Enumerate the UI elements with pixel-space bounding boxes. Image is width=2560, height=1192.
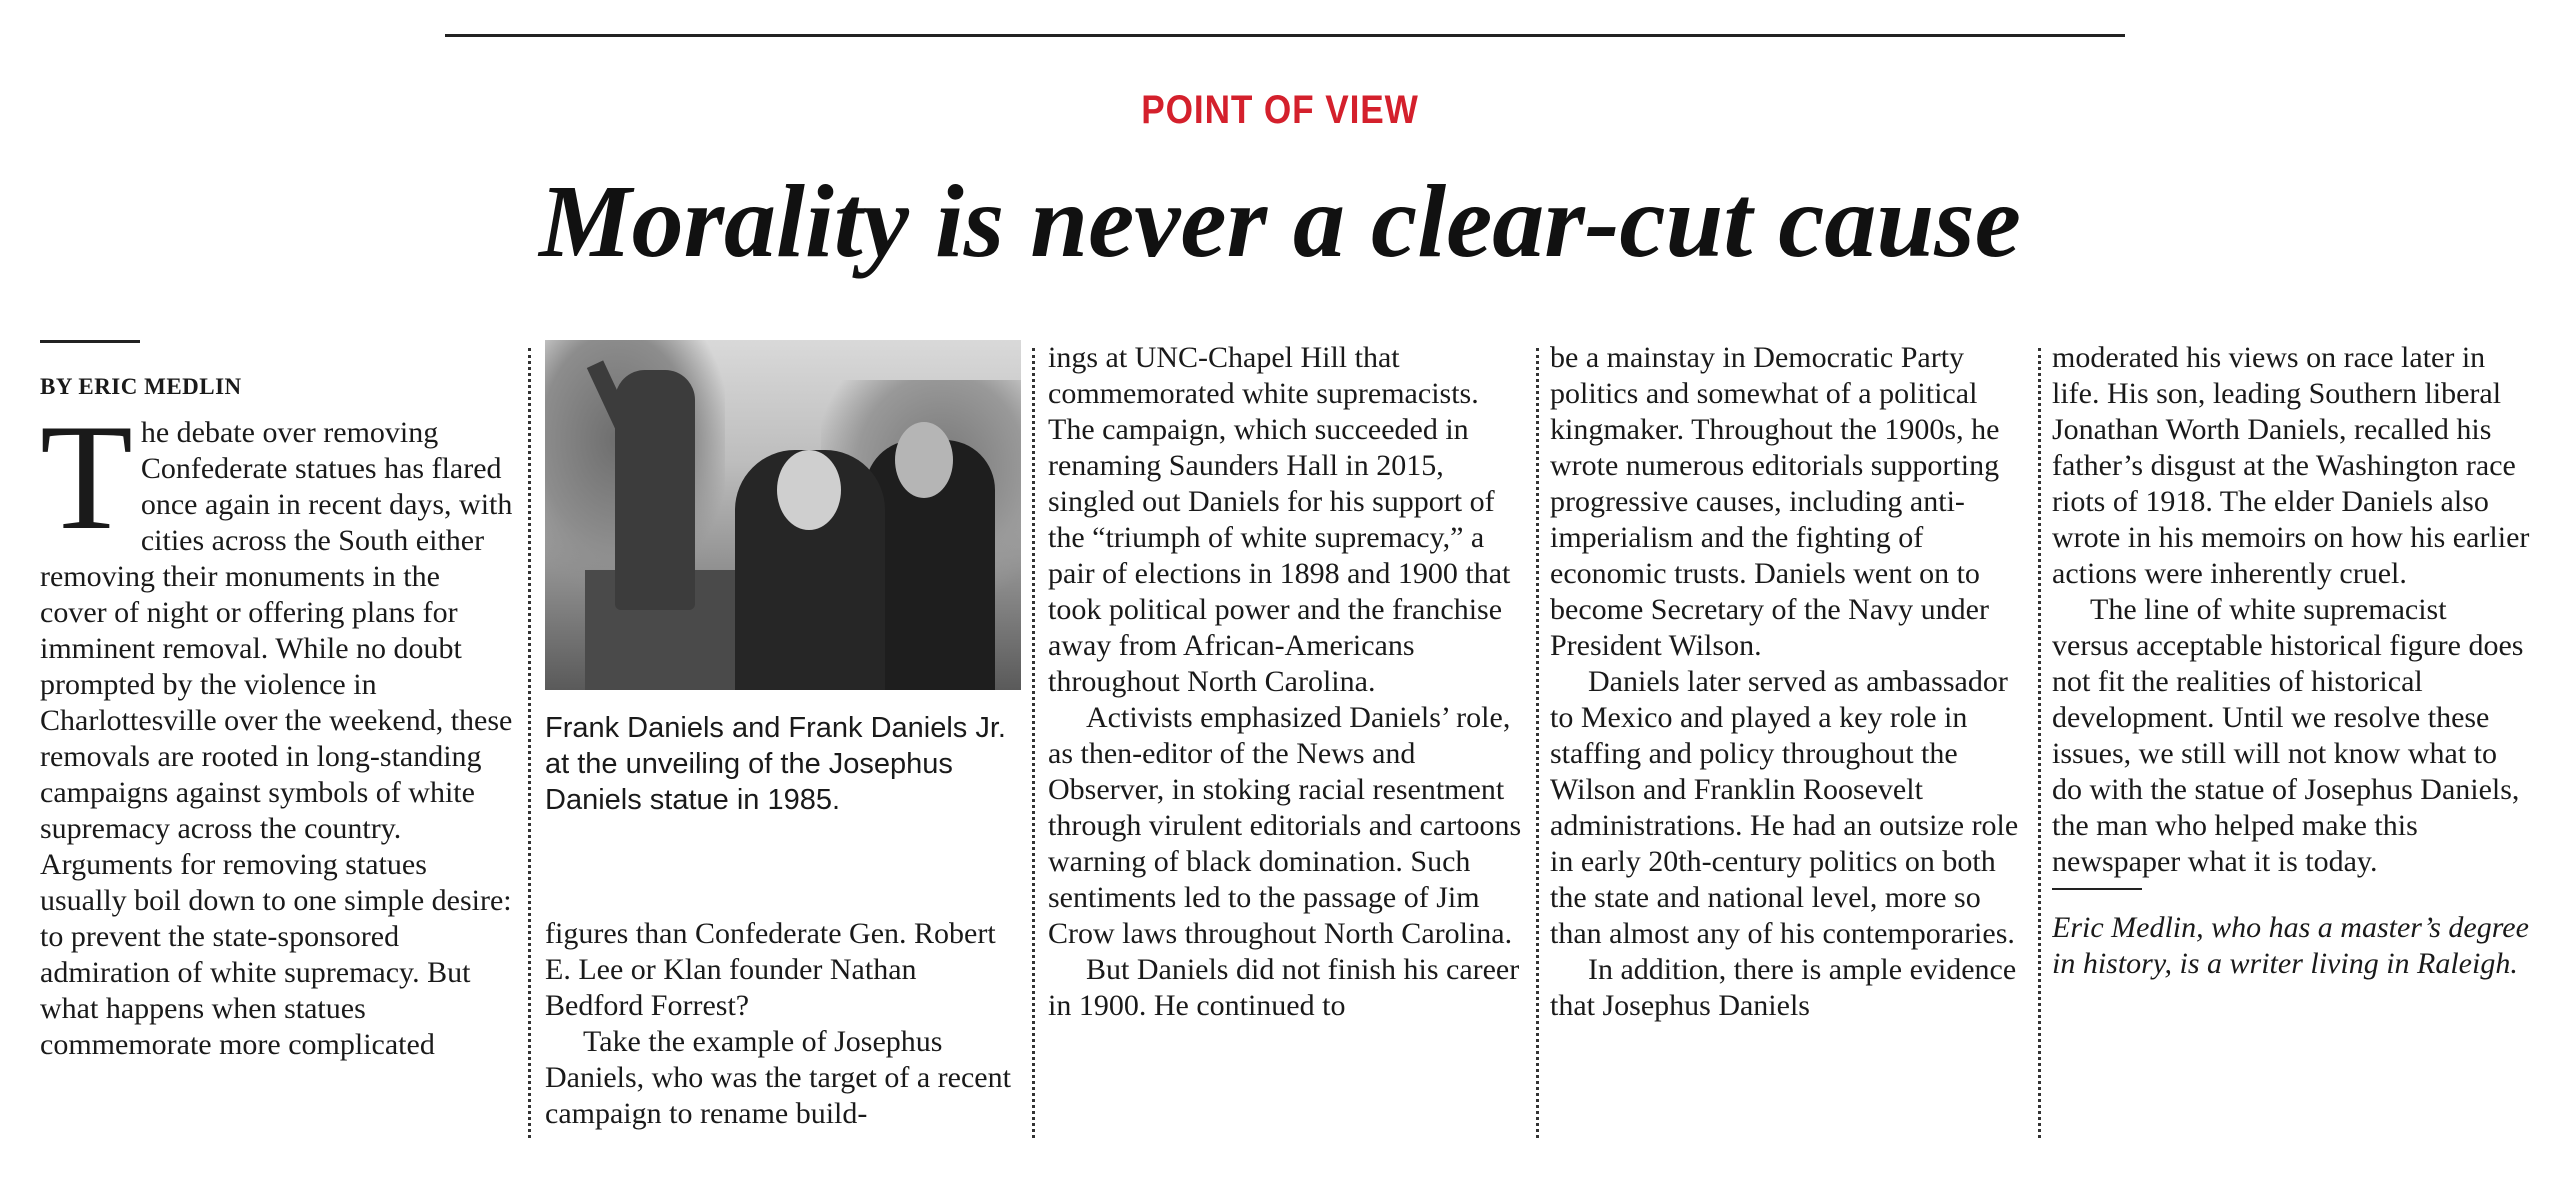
photo-person-head — [895, 422, 953, 498]
body-paragraph: figures than Confederate Gen. Robert E. Lee or Klan founder Nathan Bedford Forrest? — [545, 917, 996, 1022]
body-paragraph: ings at UNC-Chapel Hill that commemorated white supremacists. The campaign, which succeeded in renaming Saunders Hall in 2015, singled out Daniels for his support of the “triumph of white supremacy,” a pair of elections in 1898 and 1900 that took political power and the franchise away from African-Americans throughout North Carolina. — [1048, 341, 1511, 698]
column-gap — [545, 818, 1021, 916]
byline: BY ERIC MEDLIN — [40, 374, 242, 399]
photo-person-head — [777, 450, 841, 530]
body-paragraph: moderated his views on race later in life. His son, leading Southern liberal Jonathan Worth Daniels, recalled his father’s disgust at the Washington race riots of 1918. The elder Daniels also wrote in his memoirs on how his earlier actions were inherently cruel. — [2052, 341, 2530, 590]
photo-caption: Frank Daniels and Frank Daniels Jr. at the unveiling of the Josephus Daniels statue in 1985. — [545, 712, 1006, 816]
column-separator — [528, 348, 531, 1138]
lead-paragraph — [40, 393, 514, 1063]
body-paragraph: Take the example of Josephus Daniels, who was the target of a recent campaign to rename build- — [545, 1025, 1011, 1130]
column-2 — [545, 340, 1021, 1140]
column-separator — [1032, 348, 1035, 1138]
lead-paragraph-text: he debate over removing Confederate statues has flared once again in recent days, with cities across the South either removing their monuments in the cover of night or offering plans for imminent removal. While no doubt prompted by the violence in Charlottesville over the weekend, these removals are rooted in long-standing campaigns against symbols of white supremacy across the country. Arguments for removing statues usually boil down to one simple desire: to prevent the state-sponsored admiration of white supremacy. But what happens when statues commemorate more complicated — [40, 416, 513, 1061]
section-kicker: POINT OF VIEW — [1141, 88, 1419, 132]
drop-cap: T — [40, 393, 133, 561]
author-bio: Eric Medlin, who has a master’s degree in history, is a writer living in Raleigh. — [2052, 911, 2529, 980]
photo-statue — [615, 370, 695, 610]
column-separator — [1536, 348, 1539, 1138]
bio-rule — [2052, 888, 2142, 890]
body-paragraph: be a mainstay in Democratic Party politics and somewhat of a political kingmaker. Throughout the 1900s, he wrote numerous editorials supporting progressive causes, including anti-imperialism and the fighting of economic trusts. Daniels went on to become Secretary of the Navy under President Wilson. — [1550, 341, 2000, 662]
column-3 — [1048, 340, 1526, 1140]
body-paragraph: Activists emphasized Daniels’ role, as then-editor of the News and Observer, in stoking racial resentment through virulent editorials and cartoons warning of black domination. Such sentiments led to the passage of Jim Crow laws throughout North Carolina. — [1048, 701, 1522, 950]
body-paragraph: Daniels later served as ambassador to Mexico and played a key role in staffing and policy throughout the Wilson and Franklin Roosevelt administrations. He had an outsize role in early 20th-century politics on both the state and national level, more so than almost any of his contemporaries. — [1550, 665, 2019, 950]
column-separator — [2038, 348, 2041, 1138]
statue-photo — [545, 340, 1021, 690]
body-paragraph: In addition, there is ample evidence that Josephus Daniels — [1550, 953, 2017, 1022]
headline: Morality is never a clear-cut cause — [539, 164, 2021, 279]
column-5 — [2052, 340, 2530, 1140]
body-paragraph: The line of white supremacist versus acceptable historical figure does not fit the realities of historical development. Until we resolve these issues, we still will not know what to do with the statue of Josephus Daniels, the man who helped make this newspaper what it is today. — [2052, 593, 2524, 878]
body-paragraph: But Daniels did not finish his career in 1900. He continued to — [1048, 953, 1520, 1022]
column-4 — [1550, 340, 2028, 1140]
top-rule — [445, 34, 2125, 37]
byline-rule — [40, 340, 140, 343]
column-1 — [40, 340, 514, 1140]
